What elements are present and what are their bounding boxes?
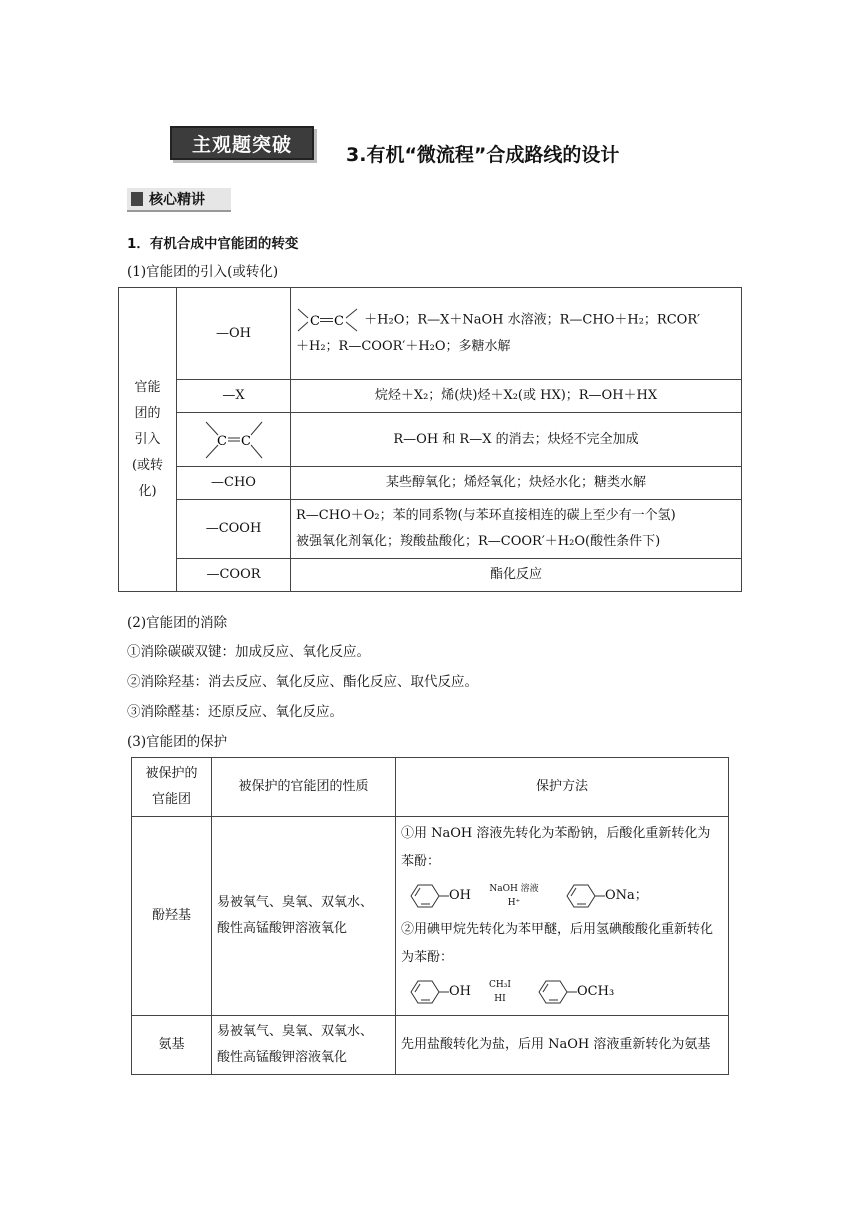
reaction-scheme: [401, 876, 723, 916]
header-cell: 被保护的官能团的性质: [212, 758, 396, 817]
category-line: 官能: [134, 379, 161, 395]
group-cell: 酚羟基: [132, 817, 212, 1016]
property-line: 易被氧气、臭氧、双氧水、: [217, 1024, 374, 1039]
svg-text:C: C: [334, 314, 344, 330]
benzene-ring-icon: [401, 881, 449, 911]
method-cell: 烷烃＋X₂；烯(炔)烃＋X₂(或 HX)；R—OH＋HX: [291, 380, 742, 413]
section-label: 核心精讲: [149, 192, 205, 208]
method-text: ＋H₂；R—COOR′＋H₂O；多糖水解: [296, 338, 511, 354]
group-cell: [177, 413, 291, 467]
part2-item: ③消除醛基：还原反应、氧化反应。: [127, 704, 343, 720]
category-line: 团的: [134, 405, 161, 421]
svg-text:C: C: [240, 433, 251, 449]
header-line: 官能团: [151, 792, 191, 807]
group-cell: —COOH: [177, 500, 291, 559]
method-text: ②用碘甲烷先转化为苯甲醚，后用氢碘酸酸化重新转化为苯酚：: [401, 922, 714, 965]
method-cell: 某些醇氧化；烯烃氧化；炔烃水化；糖类水解: [291, 467, 742, 500]
benzene-ring-icon: [557, 881, 605, 911]
part3-heading: (3)官能团的保护: [127, 734, 228, 750]
property-line: 酸性高锰酸钾溶液氧化: [217, 921, 348, 936]
section-header: [127, 188, 231, 212]
part2-heading: (2)官能团的消除: [127, 615, 228, 631]
introduction-table: [118, 287, 742, 592]
group-cell: —X: [177, 380, 291, 413]
method-text: 被强氧化剂氧化；羧酸盐酸化；R—COOR′＋H₂O(酸性条件下): [296, 534, 661, 549]
property-line: 酸性高锰酸钾溶液氧化: [217, 1050, 348, 1065]
method-cell: [291, 288, 742, 380]
reaction-arrow: [471, 978, 529, 1006]
part1-subheading: (1)官能团的引入(或转化): [127, 264, 279, 280]
group-cell: 氨基: [132, 1016, 212, 1075]
section-bar-icon: [131, 192, 143, 206]
category-cell: [119, 288, 177, 592]
alkene-structure-icon: [296, 307, 360, 333]
reagent-bottom: H⁺: [507, 898, 521, 908]
property-cell: [212, 817, 396, 1016]
product-group: OCH₃: [577, 984, 615, 999]
header-cell: 保护方法: [396, 758, 729, 817]
method-cell: 酯化反应: [291, 559, 742, 592]
method-cell: 先用盐酸转化为盐，后用 NaOH 溶液重新转化为氨基: [396, 1016, 729, 1075]
category-line: (或转: [131, 457, 164, 473]
svg-text:C: C: [310, 314, 320, 330]
part2-item: ②消除羟基：消去反应、氧化反应、酯化反应、取代反应。: [127, 674, 478, 690]
benzene-ring-icon: [529, 977, 577, 1007]
protection-table: [131, 757, 729, 1075]
property-cell: [212, 1016, 396, 1075]
reagent-top: CH₃I: [489, 980, 511, 990]
product-group: ONa: [605, 888, 635, 903]
method-cell: [396, 817, 729, 1016]
group-cell: —COOR: [177, 559, 291, 592]
category-line: 化): [138, 483, 157, 499]
method-cell: R—OH 和 R—X 的消去；炔烃不完全加成: [291, 413, 742, 467]
header-line: 被保护的: [145, 766, 198, 781]
alkene-structure-icon: [202, 418, 266, 462]
reagent-top: NaOH 溶液: [489, 884, 539, 894]
reactant-group: OH: [449, 888, 471, 903]
group-cell: —OH: [177, 288, 291, 380]
group-cell: —CHO: [177, 467, 291, 500]
property-line: 易被氧气、臭氧、双氧水、: [217, 895, 374, 910]
benzene-ring-icon: [401, 977, 449, 1007]
method-text: ①用 NaOH 溶液先转化为苯酚钠，后酸化重新转化为苯酚：: [401, 826, 711, 869]
method-cell: [291, 500, 742, 559]
method-text: R—CHO＋O₂；苯的同系物(与苯环直接相连的碳上至少有一个氢): [296, 508, 676, 523]
reaction-scheme: [401, 972, 723, 1012]
part2-item: ①消除碳碳双键：加成反应、氧化反应。: [127, 644, 370, 660]
svg-text:C: C: [216, 433, 227, 449]
category-line: 引入: [134, 431, 161, 447]
reaction-arrow: [471, 882, 557, 910]
method-text: ＋H₂O；R—X＋NaOH 水溶液；R—CHO＋H₂；RCOR′: [364, 312, 701, 328]
header-cell: [132, 758, 212, 817]
reagent-bottom: HI: [494, 994, 506, 1004]
page-title: 3.有机“微流程”合成路线的设计: [346, 144, 620, 166]
part1-heading: 1．有机合成中官能团的转变: [127, 236, 299, 252]
reactant-group: OH: [449, 984, 471, 999]
punctuation: ；: [634, 888, 648, 903]
section-badge: 主观题突破: [170, 126, 314, 160]
